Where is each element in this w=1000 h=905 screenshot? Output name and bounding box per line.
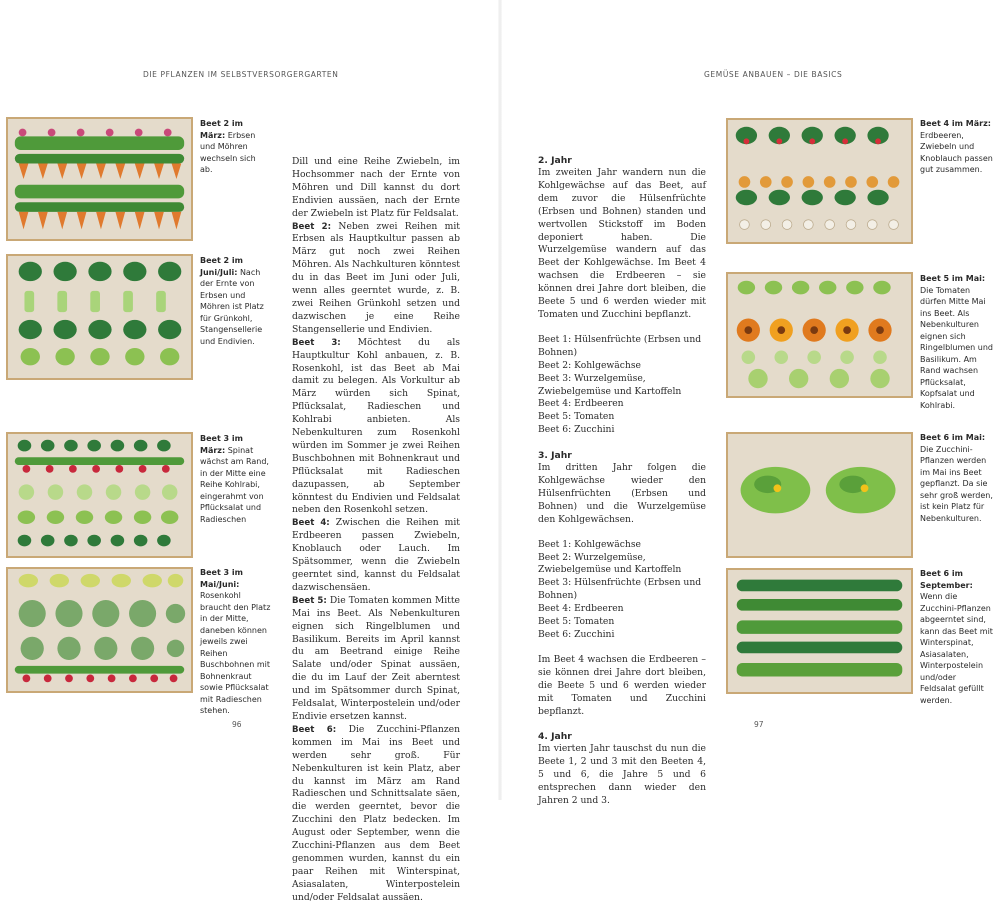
year-2-list <box>538 334 706 437</box>
bed-3-march-illustration <box>6 432 193 558</box>
paragraph-label: Beet 5: <box>292 595 327 606</box>
bed-2-march-illustration <box>6 117 193 241</box>
body-paragraph-bed-6 <box>292 724 460 905</box>
list-item: Beet 3: Wurzelgemüse, Zwiebelgemüse und Kartoffeln <box>538 372 682 397</box>
bed-4-march-plants <box>728 120 911 242</box>
list-item: Beet 4: Erdbeeren <box>538 398 624 410</box>
body-intro: Dill und eine Reihe Zwiebeln, im Hochsommer nach der Ernte von Möhren und Dill kannst du dort Endivien aussäen, nach der Ernte der Zwiebeln ist Platz für Feldsalat. <box>292 156 460 219</box>
spacer <box>538 642 706 654</box>
list-item: Beet 6: Zucchini <box>538 629 615 640</box>
caption-title: Beet 3 im März: <box>200 434 243 455</box>
list-item: Beet 4: Erdbeeren <box>538 603 624 615</box>
caption-title: Beet 6 im Mai: <box>920 433 986 442</box>
year-3-heading: 3. Jahr <box>538 450 572 462</box>
head-lettuce-row <box>748 369 889 388</box>
right-running-head: GEMÜSE ANBAUEN – DIE BASICS <box>704 70 843 79</box>
paragraph-label: Beet 4: <box>292 518 330 529</box>
bed-2-june-plants <box>8 256 191 378</box>
onion-row <box>739 176 900 188</box>
paragraph-text: Möchtest du als Hauptkultur Kohl anbauen, z. B. Rosenkohl, ist das Beet ab Mai damit zu belegen. Als Vorkultur ab März würden sich Spinat, Pflücksalat, Radieschen und Kohlrabi anbieten. Als Nebenkulturen zum Rosenkohl würden im Sommer je zwei Reihen Buschbohnen mit Bohnenkraut und Pflücksalat mit Radieschen dazupassen, ab September könntest du Endivien und Feldsalat neben den Rosenkohl setzen. <box>292 336 460 516</box>
paragraph-text: Zwischen die Reihen mit Erdbeeren passen Zwiebeln, Knoblauch oder Lauch. Im Spätsommer, wenn die Zwiebeln geerntet sind, kannst du Feldsalat dazwischensäen. <box>292 517 461 593</box>
body-paragraph-bed-2 <box>292 221 460 337</box>
left-page <box>0 0 498 903</box>
celery-row <box>24 291 165 312</box>
caption-text: Spinat wächst am Rand, in der Mitte eine Reihe Kohlrabi, eingerahmt von Pflücksalat und Radieschen <box>200 445 269 524</box>
right-page-number: 97 <box>754 720 764 729</box>
tomato-marigold-row <box>737 319 892 342</box>
spinach-row <box>18 535 171 547</box>
right-body-text <box>538 154 706 808</box>
body-paragraph-bed-5 <box>292 595 460 724</box>
left-page-number: 96 <box>232 720 242 729</box>
caption-text: Rosenkohl braucht den Platz in der Mitte, daneben können jeweils zwei Reihen Buschbohnen mit Bohnenkraut sowie Pflücksalat mit Radieschen stehen. <box>200 591 271 715</box>
year-2-heading: 2. Jahr <box>538 155 572 166</box>
caption-bed-5-may <box>920 273 994 411</box>
caption-title: Beet 5 im Mai: <box>920 274 986 283</box>
winter-spinach-row <box>737 663 903 677</box>
pea-row <box>15 185 184 199</box>
lettuce-row <box>18 510 179 524</box>
right-page <box>502 0 1000 807</box>
bed-6-may-illustration <box>726 432 913 558</box>
caption-title: Beet 3 im Mai/Juni: <box>200 568 243 589</box>
list-item: Beet 5: Tomaten <box>538 411 615 423</box>
zucchini-plant <box>826 467 896 513</box>
carrot-row <box>15 154 184 179</box>
body-paragraph-bed-3 <box>292 337 460 518</box>
caption-text: Die Tomaten dürfen Mitte Mai ins Beet. Als Nebenkulturen eignen sich Ringelblumen und Basilikum. Am Rand wachsen Pflücksalat, Kopfsalat und Kohlrabi. <box>920 285 993 410</box>
list-item: Beet 2: Kohlgewächse <box>538 359 641 371</box>
caption-text: Wenn die Zucchini-Pflanzen abgeerntet sind, kann das Beet mit Winterspinat, Asiasalaten, Winterpostelein und/oder Feldsalat gefüllt werden. <box>920 592 993 705</box>
paragraph-label: Beet 6: <box>292 724 337 735</box>
year-3-list <box>538 539 706 642</box>
caption-bed-6-may <box>920 432 994 524</box>
caption-title: Beet 6 im September: <box>920 569 973 590</box>
caption-title: Beet 2 im Juni/Juli: <box>200 256 243 277</box>
brussels-sprout-row <box>21 637 185 660</box>
winter-purslane-row <box>737 620 903 634</box>
endive-row <box>21 348 180 365</box>
caption-bed-2-june <box>200 255 270 347</box>
brussels-sprout-row <box>19 600 186 627</box>
bean-row <box>19 574 184 588</box>
left-body-text <box>292 156 460 905</box>
bed-6-may-plants <box>728 434 911 556</box>
kale-row <box>19 262 182 281</box>
caption-bed-4-march <box>920 118 994 176</box>
caption-text: Erbsen und Möhren wechseln sich ab. <box>200 130 256 174</box>
bed-3-may-illustration <box>6 567 193 693</box>
lambs-lettuce-row <box>737 642 903 654</box>
pea-row <box>15 129 184 150</box>
radish-row <box>15 457 184 472</box>
spacer <box>538 322 706 334</box>
kohlrabi-row <box>19 484 178 499</box>
paragraph-text: Neben zwei Reihen mit Erbsen als Hauptkultur passen ab März gut noch zwei Reihen Möhren. Als Nachkulturen könntest du in das Beet im Juni oder Juli, wenn alles geerntet wurde, z. B. zwei Reihen Grünkohl setzen und dazwischen je eine Reihe Stangensellerie und Endivien. <box>292 220 460 335</box>
bed-2-march-plants <box>8 119 191 239</box>
bed-5-may-illustration <box>726 272 913 398</box>
bed-5-may-plants <box>728 274 911 396</box>
spacer <box>538 437 706 449</box>
garlic-row <box>740 220 899 230</box>
strawberry-row <box>736 127 889 144</box>
list-item: Beet 6: Zucchini <box>538 424 615 436</box>
zucchini-plant <box>741 467 811 513</box>
spacer <box>538 527 706 539</box>
list-item: Beet 5: Tomaten <box>538 616 615 628</box>
paragraph-label: Beet 2: <box>292 221 332 232</box>
year-2-text: Im zweiten Jahr wandern nun die Kohlgewächse auf das Beet, auf dem zuvor die Hülsenfrüchte (Erbsen und Bohnen) standen und wertvollen Stickstoff im Boden deponiert haben. Die Wurzelgemüse wandern auf das Beet der Kohlgewächse. Im Beet 4 wachsen die Erdbeeren – sie können drei Jahre dort bleiben, die Beete 5 und 6 werden wieder mit Tomaten und Zucchini bepflanzt. <box>538 167 706 320</box>
bed-3-may-plants <box>8 569 191 691</box>
year-4-text: Im vierten Jahr tauschst du nun die Beete 1, 2 und 3 mit den Beeten 4, 5 und 6, die Jahre 5 und 6 entsprechen dann wieder den Jahren 2 und 3. <box>538 743 706 807</box>
caption-bed-2-march <box>200 118 270 176</box>
lettuce-row <box>738 281 891 295</box>
left-running-head: DIE PFLANZEN IM SELBSTVERSORGERGARTEN <box>143 70 339 79</box>
caption-text: Die Zucchini-Pflanzen werden im Mai ins Beet gepflanzt. Da sie sehr groß werden, ist kein Platz für Nebenkulturen. <box>920 444 993 523</box>
spacer <box>538 718 706 730</box>
body-paragraph-bed-4 <box>292 517 460 594</box>
caption-bed-3-may <box>200 567 272 717</box>
paragraph-label: Beet 3: <box>292 337 341 348</box>
bed-6-september-plants <box>728 570 911 692</box>
kohlrabi-row <box>742 350 887 364</box>
caption-title: Beet 4 im März: <box>920 119 991 128</box>
year-4-heading: 4. Jahr <box>538 731 572 743</box>
paragraph-text: Die Tomaten kommen Mitte Mai ins Beet. Als Nebenkulturen eignen sich Ringelblumen und Basilikum. Bereits im April kannst du am Beetrand einige Reihe Salate und/oder Spinat aussäen, die du im Lauf der Zeit aberntest und im Spätsommer durch Spinat, Feldsalat, Winterpostelein und/oder Endivie ersetzen kannst. <box>292 594 460 722</box>
caption-title: Beet 2 im März: <box>200 119 243 140</box>
list-item: Beet 3: Hülsenfrüchte (Erbsen und Bohnen) <box>538 577 702 602</box>
bed-3-march-plants <box>8 434 191 556</box>
winter-spinach-row <box>737 580 903 592</box>
list-item: Beet 1: Hülsenfrüchte (Erbsen und Bohnen) <box>538 333 702 358</box>
caption-text: Erdbeeren, Zwiebeln und Knoblauch passen gut zusammen. <box>920 130 993 174</box>
bed-2-june-illustration <box>6 254 193 380</box>
year-3-after-text: Im Beet 4 wachsen die Erdbeeren – sie können drei Jahre dort bleiben, die Beete 5 und 6 werden wieder mit Tomaten und Zucchini bepflanzt. <box>538 653 706 717</box>
bed-6-september-illustration <box>726 568 913 694</box>
spinach-row <box>18 440 171 452</box>
kale-row <box>19 320 182 339</box>
caption-text: Nach der Ernte von Erbsen und Möhren ist Platz für Grünkohl, Stangensellerie und Endivien. <box>200 267 264 346</box>
radish-row <box>15 666 184 682</box>
caption-bed-6-september <box>920 568 994 706</box>
strawberry-row <box>736 190 889 205</box>
bed-4-march-illustration <box>726 118 913 244</box>
list-item: Beet 1: Kohlgewächse <box>538 538 641 550</box>
carrot-row <box>15 202 184 229</box>
year-3-text: Im dritten Jahr folgen die Kohlgewächse wieder den Hülsenfrüchten (Erbsen und Bohnen) und die Wurzelgemüse den Kohlgewächsen. <box>538 462 706 525</box>
paragraph-text: Die Zucchini-Pflanzen kommen im Mai ins Beet und werden sehr groß. Für Nebenkulturen ist kein Platz, aber du kannst im März am Rand Radieschen und Schnittsalate säen, die werden geerntet, bevor die Zucchini den Platz bedecken. Im August oder September, wenn die Zucchini-Pflanzen aus dem Beet genommen wurden, kannst du ein paar Reihen mit Winterspinat, Asiasalaten, Winterpostelein und/oder Feldsalat aussäen. <box>292 723 461 903</box>
asian-salad-row <box>737 599 903 611</box>
caption-bed-3-march <box>200 433 270 525</box>
list-item: Beet 2: Wurzelgemüse, Zwiebelgemüse und Kartoffeln <box>538 551 682 576</box>
